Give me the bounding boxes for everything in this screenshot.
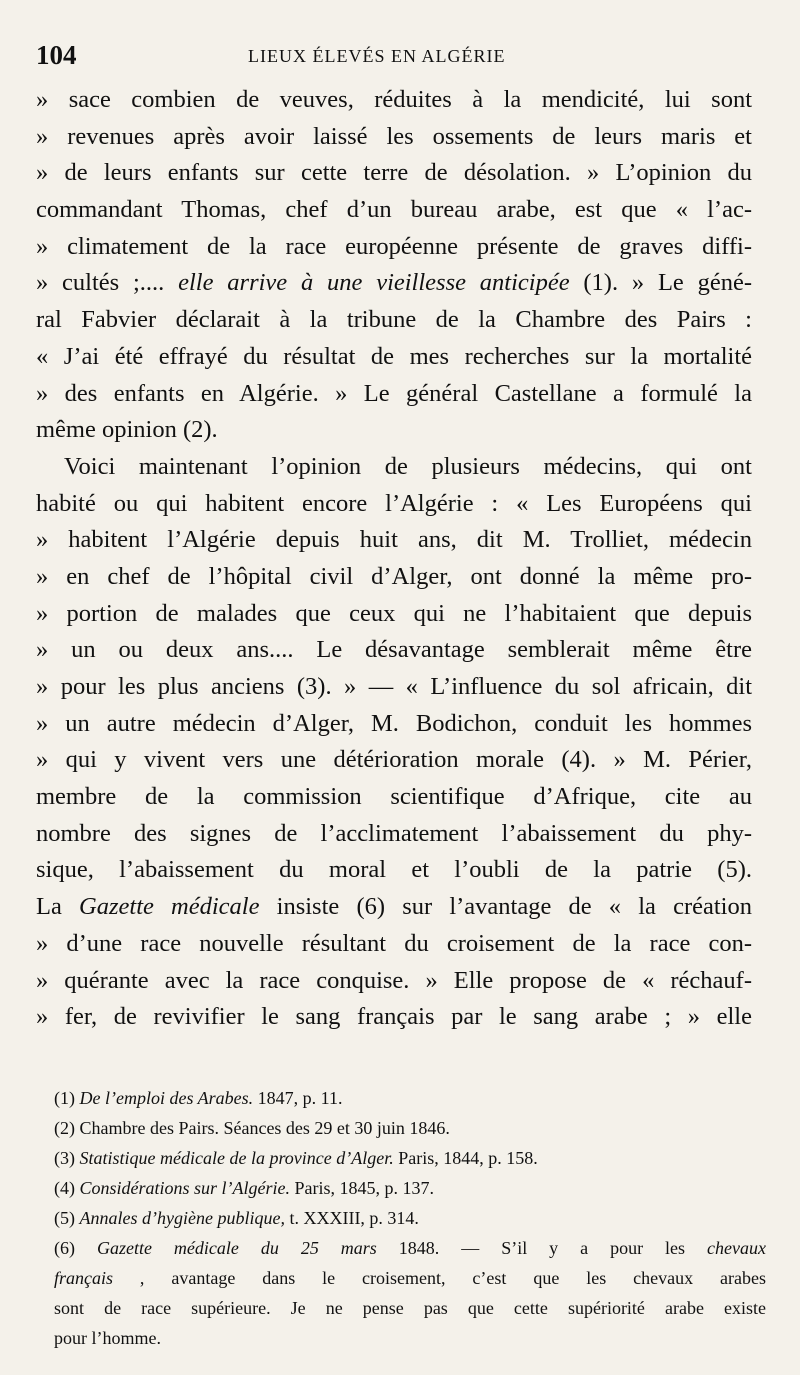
body-line-pre: » habitent l’Algérie depuis huit ans, dit M. Trolliet, médecin xyxy=(36,526,752,554)
body-line-pre: « J’ai été effrayé du résultat de mes recherches sur la mortalité xyxy=(36,342,752,370)
body-line xyxy=(36,779,752,816)
body-line xyxy=(36,192,752,229)
body-line xyxy=(36,889,752,926)
footnote-line-pre: sont de race supérieure. Je ne pense pas que cette supériorité arabe existe xyxy=(54,1298,766,1318)
body-line xyxy=(36,522,752,559)
body-line xyxy=(36,82,752,119)
body-line xyxy=(36,816,752,853)
body-line-pre: Voici maintenant l’opinion de plusieurs médecins, qui ont xyxy=(64,452,752,480)
footnote-line-pre: (2) Chambre des Pairs. Séances des 29 et 30 juin 1846. xyxy=(54,1118,450,1138)
body-line-em: elle arrive à une vieillesse anticipée xyxy=(178,269,570,297)
footnote-line xyxy=(54,1173,766,1203)
footnote-line-post: t. XXXIII, p. 314. xyxy=(284,1208,419,1228)
body-line xyxy=(36,265,752,302)
footnote-line-pre: (6) xyxy=(54,1238,97,1258)
body-line xyxy=(36,229,752,266)
body-line xyxy=(36,632,752,669)
body-line-pre: » cultés ;.... xyxy=(36,269,179,297)
body-line xyxy=(36,852,752,889)
body-line xyxy=(36,449,752,486)
body-line-pre: commandant Thomas, chef d’un bureau arabe, est que « l’ac- xyxy=(36,196,752,224)
body-line-pre: » quérante avec la race conquise. » Elle propose de « réchauf- xyxy=(36,966,752,994)
footnote-line xyxy=(54,1323,766,1353)
footnote-line xyxy=(54,1113,766,1143)
body-line-pre: même opinion (2). xyxy=(36,416,218,444)
body-line-pre: » de leurs enfants sur cette terre de désolation. » L’opinion du xyxy=(36,159,752,187)
footnote-line-post: Paris, 1844, p. 158. xyxy=(393,1148,538,1168)
body-line-post: insiste (6) sur l’avantage de « la création xyxy=(259,893,752,921)
body-line xyxy=(36,926,752,963)
body-line-pre: habité ou qui habitent encore l’Algérie : « Les Européens qui xyxy=(36,489,752,517)
body-line xyxy=(36,596,752,633)
footnote-line xyxy=(54,1143,766,1173)
footnote-line-pre: pour l’homme. xyxy=(54,1328,161,1348)
footnote-line-em: Considérations sur l’Algérie. xyxy=(79,1178,290,1198)
footnote-line-post: 1848. — S’il y a pour les xyxy=(376,1238,708,1258)
footnote-line-em: français xyxy=(54,1268,114,1288)
footnote-line-post: Paris, 1845, p. 137. xyxy=(290,1178,434,1198)
body-line xyxy=(36,999,752,1036)
body-line xyxy=(36,155,752,192)
body-line-pre: » d’une race nouvelle résultant du croisement de la race con- xyxy=(36,929,752,957)
footnote-line xyxy=(54,1293,766,1323)
footnote-line-em: Statistique médicale de la province d’Alger. xyxy=(79,1148,394,1168)
body-line xyxy=(36,669,752,706)
body-line xyxy=(36,559,752,596)
body-text xyxy=(36,82,752,1036)
body-line-pre: » sace combien de veuves, réduites à la mendicité, lui sont xyxy=(36,86,752,113)
body-line-pre: ral Fabvier déclarait à la tribune de la Chambre des Pairs : xyxy=(36,306,752,334)
body-line xyxy=(36,412,752,449)
body-line-pre: La xyxy=(36,893,80,921)
body-line xyxy=(36,742,752,779)
footnote-line xyxy=(54,1203,766,1233)
footnotes xyxy=(54,1083,766,1353)
body-line-pre: » un autre médecin d’Alger, M. Bodichon, conduit les hommes xyxy=(36,709,752,737)
body-line xyxy=(36,302,752,339)
body-line-pre: nombre des signes de l’acclimatement l’abaissement du phy- xyxy=(36,819,752,847)
footnote-line xyxy=(54,1263,766,1293)
footnote-line-pre: (4) xyxy=(54,1178,80,1198)
body-line-pre: » portion de malades que ceux qui ne l’habitaient que depuis xyxy=(36,599,752,627)
body-line-pre: » pour les plus anciens (3). » — « L’influence du sol africain, dit xyxy=(36,673,752,700)
body-line-pre: » un ou deux ans.... Le désavantage semblerait même être xyxy=(36,636,752,664)
body-line-pre: » en chef de l’hôpital civil d’Alger, ont donné la même pro- xyxy=(36,562,752,590)
page-number: 104 xyxy=(36,40,77,70)
body-line xyxy=(36,376,752,413)
body-line xyxy=(36,963,752,1000)
footnote-line-pre: (5) xyxy=(54,1208,80,1228)
footnote-line-pre: (3) xyxy=(54,1148,80,1168)
body-line-pre: membre de la commission scientifique d’Afrique, cite au xyxy=(36,783,752,811)
footnote-line-post: 1847, p. 11. xyxy=(253,1088,343,1108)
footnote-line-post: , avantage dans le croisement, c’est que les chevaux arabes xyxy=(113,1268,766,1288)
body-line xyxy=(36,119,752,156)
footnote-line xyxy=(54,1083,766,1113)
body-line-pre: » climatement de la race européenne présente de graves diffi- xyxy=(36,232,752,260)
body-line-pre: » fer, de revivifier le sang français par le sang arabe ; » elle xyxy=(36,1003,752,1031)
body-line-pre: » qui y vivent vers une détérioration morale (4). » M. Périer, xyxy=(36,746,752,774)
body-line-pre: » des enfants en Algérie. » Le général Castellane a formulé la xyxy=(36,379,752,407)
running-title: LIEUX ÉLEVÉS EN ALGÉRIE xyxy=(248,46,506,66)
body-line xyxy=(36,706,752,743)
footnote-line-em: Gazette médicale du 25 mars xyxy=(96,1238,377,1258)
footnote-line-pre: (1) xyxy=(54,1088,80,1108)
footnote-line xyxy=(54,1233,766,1263)
body-line-post: (1). » Le géné- xyxy=(569,269,752,297)
page-header xyxy=(36,40,756,74)
body-line xyxy=(36,339,752,376)
footnote-line-em2: chevaux xyxy=(707,1238,766,1258)
footnote-line-em: De l’emploi des Arabes. xyxy=(79,1088,254,1108)
body-line-em: Gazette médicale xyxy=(79,893,260,921)
footnote-line-em: Annales d’hygiène publique, xyxy=(79,1208,285,1228)
body-line xyxy=(36,486,752,523)
body-line-pre: sique, l’abaissement du moral et l’oubli de la patrie (5). xyxy=(36,856,752,884)
body-line-pre: » revenues après avoir laissé les ossements de leurs maris et xyxy=(36,122,752,150)
